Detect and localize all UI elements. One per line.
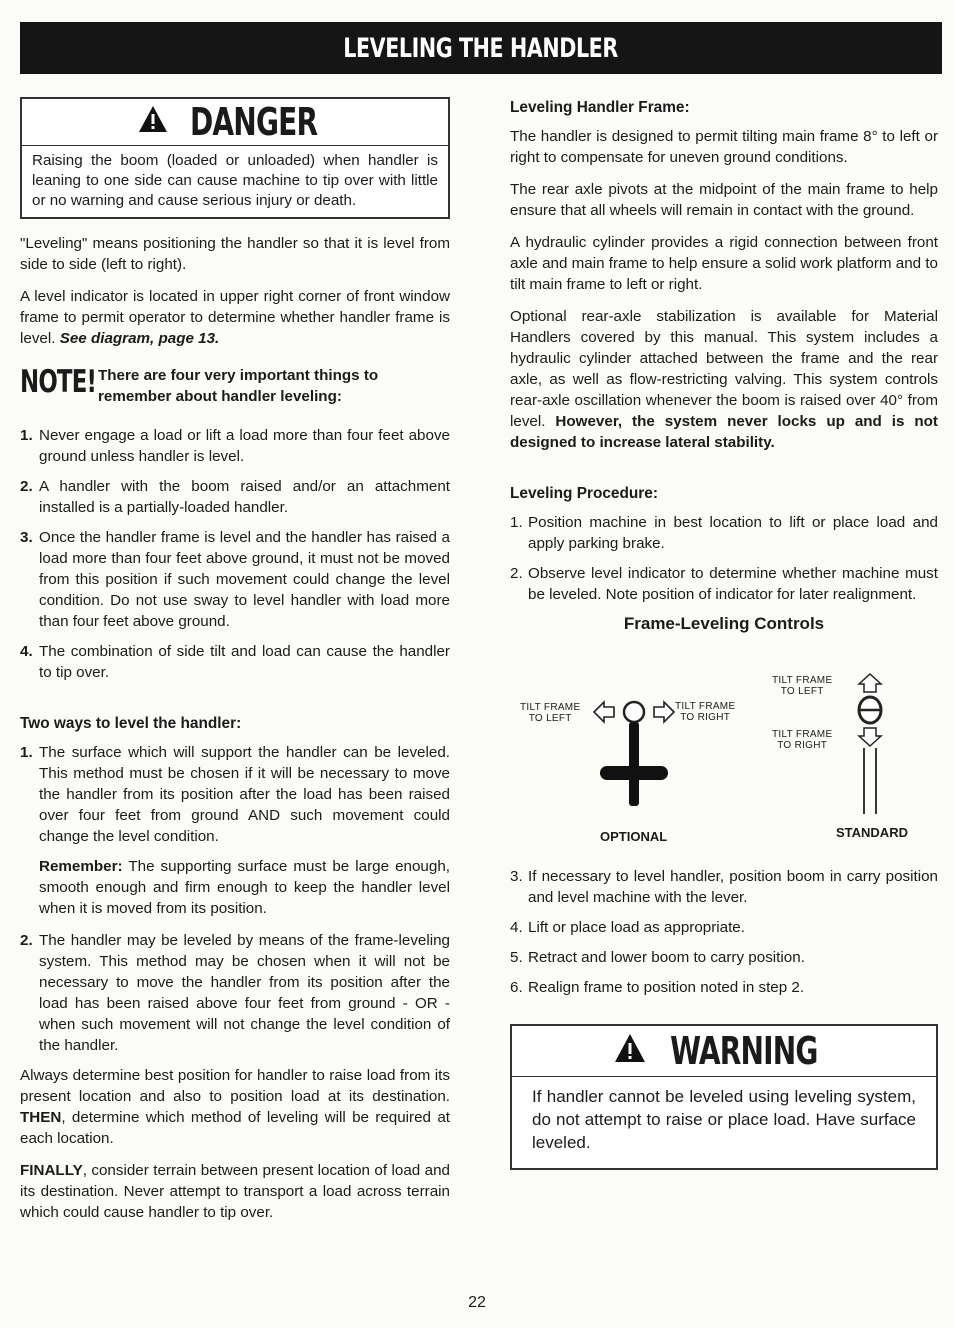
list-number: 4.	[510, 919, 523, 936]
ways-list	[20, 742, 450, 847]
warning-body: If handler cannot be leveled using leveling system, do not attempt to raise or place load. Have surface leveled.	[532, 1087, 916, 1152]
list-text: Retract and lower boom to carry position.	[528, 949, 805, 966]
finally-word: FINALLY	[20, 1162, 83, 1179]
optional-joystick-icon	[592, 696, 676, 812]
list-number: 5.	[510, 949, 523, 966]
standard-lever-icon	[855, 672, 885, 816]
danger-box	[20, 97, 450, 219]
list-item	[20, 930, 450, 1056]
ways-list-2	[20, 930, 450, 1056]
frame-paragraph-4	[510, 306, 938, 453]
warning-box	[510, 1024, 938, 1170]
left-column	[20, 97, 450, 1234]
frame-paragraph-1: The handler is designed to permit tilting main frame 8° to left or right to compensate for uneven ground conditions.	[510, 128, 938, 166]
frame-paragraph-2: The rear axle pivots at the midpoint of the main frame to help ensure that all wheels will remain in contact with the ground.	[510, 181, 938, 219]
list-number: 2.	[510, 565, 523, 582]
danger-header	[22, 99, 448, 146]
procedure-heading: Leveling Procedure:	[510, 485, 658, 502]
list-item	[510, 563, 938, 605]
list-item	[510, 917, 938, 938]
list-number: 2.	[20, 932, 33, 949]
finally-text: , consider terrain between present location of load and its destination. Never attempt to transport a load across terrain which could cause handler to tip over.	[20, 1162, 450, 1221]
list-number: 3.	[510, 868, 523, 885]
list-item	[20, 641, 450, 683]
list-number: 1.	[20, 744, 33, 761]
list-text: The surface which will support the handler can be leveled. This method must be chosen if it will be necessary to move the handler from its position after the load has been raised over four feet from ground AND such movement could change the level condition.	[39, 744, 450, 845]
list-text: The handler may be leveled by means of the frame-leveling system. This method may be chosen when it will not be necessary to move the handler from its position after the load has been raised above four feet from ground - OR - when such movement will not change the level condition of the handler.	[39, 932, 450, 1054]
list-number: 1.	[510, 514, 523, 531]
list-item	[20, 527, 450, 632]
procedure-steps-a	[510, 512, 938, 605]
list-item	[20, 425, 450, 467]
right-column	[510, 97, 938, 1170]
warning-header	[512, 1026, 936, 1077]
level-indicator-paragraph	[20, 286, 450, 349]
list-text: Observe level indicator to determine whether machine must be leveled. Note position of indicator for later realignment.	[528, 565, 938, 603]
always-text-2: , determine which method of leveling will be required at each location.	[20, 1109, 450, 1147]
list-text: Lift or place load as appropriate.	[528, 919, 745, 936]
diagram-reference-link[interactable]: See diagram, page 13.	[59, 330, 220, 347]
list-item	[20, 476, 450, 518]
leveling-definition: "Leveling" means positioning the handler so that it is level from side to side (left to right).	[20, 235, 450, 273]
warning-title: WARNING	[670, 1029, 818, 1073]
standard-up-label: TILT FRAME TO LEFT	[772, 675, 833, 697]
optional-right-label: TILT FRAME TO RIGHT	[675, 701, 736, 723]
list-text: Never engage a load or lift a load more than four feet above ground unless handler is level.	[39, 427, 450, 465]
remember-paragraph	[39, 856, 450, 919]
list-item	[510, 977, 938, 998]
optional-left-label: TILT FRAME TO LEFT	[520, 702, 581, 724]
list-item	[510, 866, 938, 908]
note-text: There are four very important things to remember about handler leveling:	[98, 367, 379, 405]
warning-triangle-icon	[614, 1033, 646, 1069]
always-paragraph	[20, 1065, 450, 1149]
level-indicator-text: A level indicator is located in upper right corner of front window frame to permit operator to determine whether handler frame is level.	[20, 288, 450, 347]
page-number: 22	[468, 1294, 486, 1311]
always-text: Always determine best position for handler to raise load from its present location and also to position load at its destination.	[20, 1067, 450, 1105]
list-item	[510, 512, 938, 554]
page-header	[20, 22, 942, 74]
list-text: A handler with the boom raised and/or an attachment installed is a partially-loaded handler.	[39, 478, 450, 516]
important-things-list	[20, 425, 450, 683]
note-callout	[20, 365, 450, 407]
frame-leveling-diagram	[510, 614, 938, 854]
list-number: 1.	[20, 427, 33, 444]
frame-paragraph-3: A hydraulic cylinder provides a rigid connection between front axle and main frame to help ensure a solid work platform and to tilt main frame to left or right.	[510, 234, 939, 293]
list-number: 6.	[510, 979, 523, 996]
list-item	[510, 947, 938, 968]
page-title: LEVELING THE HANDLER	[343, 32, 619, 64]
list-number: 3.	[20, 529, 33, 546]
list-text: If necessary to level handler, position boom in carry position and level machine with the lever.	[528, 868, 938, 906]
list-text: The combination of side tilt and load can cause the handler to tip over.	[39, 643, 450, 681]
warning-triangle-icon	[138, 105, 168, 139]
list-item	[20, 742, 450, 847]
stabilization-text: Optional rear-axle stabilization is available for Material Handlers covered by this manual. This system includes a hydraulic cylinder attached between the frame and the rear axle, as well as flow-restricting valving. This system controls rear-axle oscillation whenever the boom is raised over 40° from level.	[510, 308, 938, 430]
diagram-title: Frame-Leveling Controls	[623, 614, 825, 633]
list-text: Realign frame to position noted in step 2.	[528, 979, 805, 996]
danger-title: DANGER	[190, 100, 318, 144]
remember-label: Remember:	[39, 858, 123, 875]
then-word: THEN	[20, 1109, 62, 1126]
list-number: 4.	[20, 643, 33, 660]
note-tag: NOTE!	[20, 364, 97, 400]
stabilization-warning: However, the system never locks up and is not designed to increase lateral stability.	[510, 413, 938, 451]
standard-down-label: TILT FRAME TO RIGHT	[772, 729, 833, 751]
list-text: Position machine in best location to lift or place load and apply parking brake.	[528, 514, 938, 552]
list-number: 2.	[20, 478, 33, 495]
ways-heading: Two ways to level the handler:	[20, 715, 242, 732]
procedure-steps-b	[510, 866, 938, 998]
frame-heading: Leveling Handler Frame:	[510, 99, 690, 116]
optional-label: OPTIONAL	[600, 829, 668, 844]
list-text: Once the handler frame is level and the handler has raised a load more than four feet above ground, it must not be moved from this position if such movement could change the level condition. Do not use sway to level handler with load more than four feet above ground.	[39, 529, 450, 630]
remember-text: The supporting surface must be large enough, smooth enough and firm enough to keep the handler level when it is moved from its position.	[39, 858, 450, 917]
finally-paragraph	[20, 1160, 450, 1223]
danger-body: Raising the boom (loaded or unloaded) when handler is leaning to one side can cause machine to tip over with little or no warning and cause serious injury or death.	[32, 152, 438, 209]
standard-label: STANDARD	[836, 825, 908, 840]
